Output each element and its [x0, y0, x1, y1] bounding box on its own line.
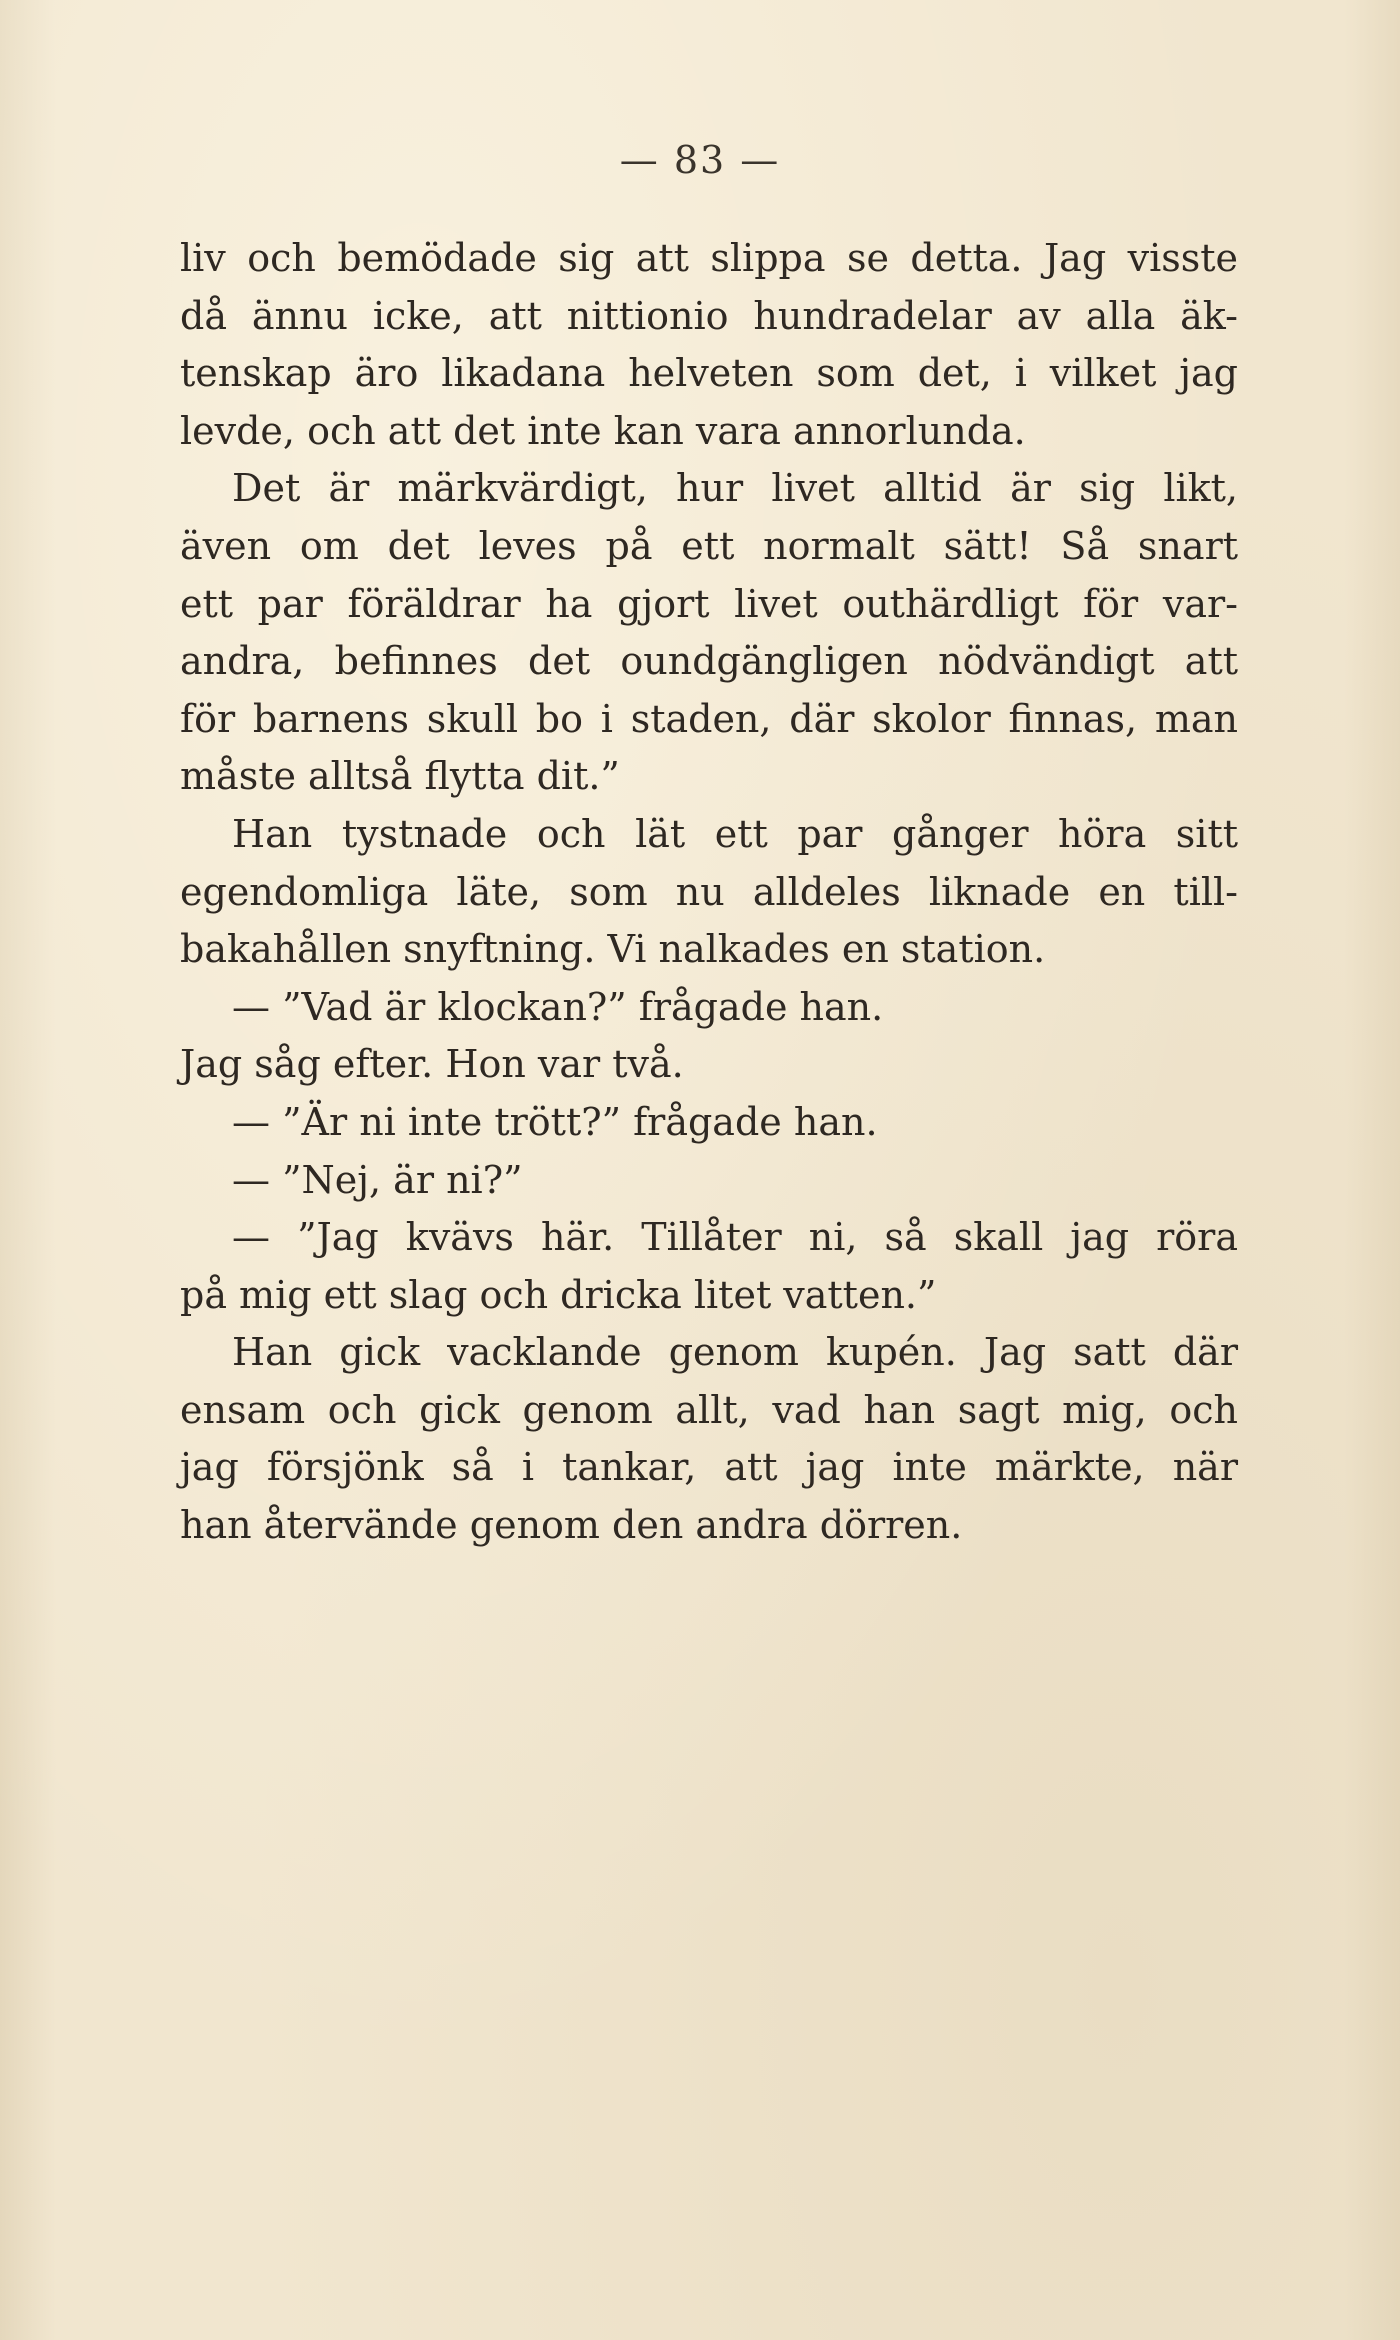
text-line: ensam och gick genom allt, vad han sagt mig, och: [180, 1387, 1238, 1432]
text-line: ett par föräldrar ha gjort livet outhärdligt för var-: [180, 581, 1238, 626]
text-line: måste alltså flytta dit.”: [180, 754, 620, 799]
text-line: — ”Jag kvävs här. Tillåter ni, så skall jag röra: [232, 1215, 1238, 1260]
text-line: Han gick vacklande genom kupén. Jag satt där: [232, 1330, 1238, 1375]
page-number: — 83 —: [619, 138, 781, 182]
text-line: andra, befinnes det oundgängligen nödvändigt att: [180, 639, 1238, 684]
text-line: även om det leves på ett normalt sätt! Så snart: [180, 523, 1238, 568]
text-line: jag försjönk så i tankar, att jag inte märkte, när: [180, 1445, 1238, 1490]
text-line: egendomliga läte, som nu alldeles liknade en till-: [180, 869, 1238, 914]
text-line: tenskap äro likadana helveten som det, i vilket jag: [180, 351, 1238, 396]
text-line: — ”Är ni inte trött?” frågade han.: [232, 1099, 878, 1144]
text-line: Det är märkvärdigt, hur livet alltid är sig likt,: [232, 466, 1238, 511]
text-line: — ”Vad är klockan?” frågade han.: [232, 984, 884, 1029]
text-line: Jag såg efter. Hon var två.: [180, 1042, 684, 1087]
text-line: bakahållen snyftning. Vi nalkades en station.: [180, 927, 1046, 972]
text-line: levde, och att det inte kan vara annorlunda.: [180, 408, 1026, 453]
text-line: då ännu icke, att nittionio hundradelar av alla äk-: [180, 293, 1238, 338]
text-line: för barnens skull bo i staden, där skolor finnas, man: [180, 696, 1238, 741]
text-line: han återvände genom den andra dörren.: [180, 1503, 963, 1548]
text-line: på mig ett slag och dricka litet vatten.”: [180, 1272, 937, 1317]
body-text: [180, 230, 1238, 1555]
text-line: liv och bemödade sig att slippa se detta. Jag visste: [180, 236, 1238, 280]
text-line: Han tystnade och lät ett par gånger höra sitt: [232, 811, 1238, 856]
text-line: — ”Nej, är ni?”: [232, 1157, 523, 1202]
